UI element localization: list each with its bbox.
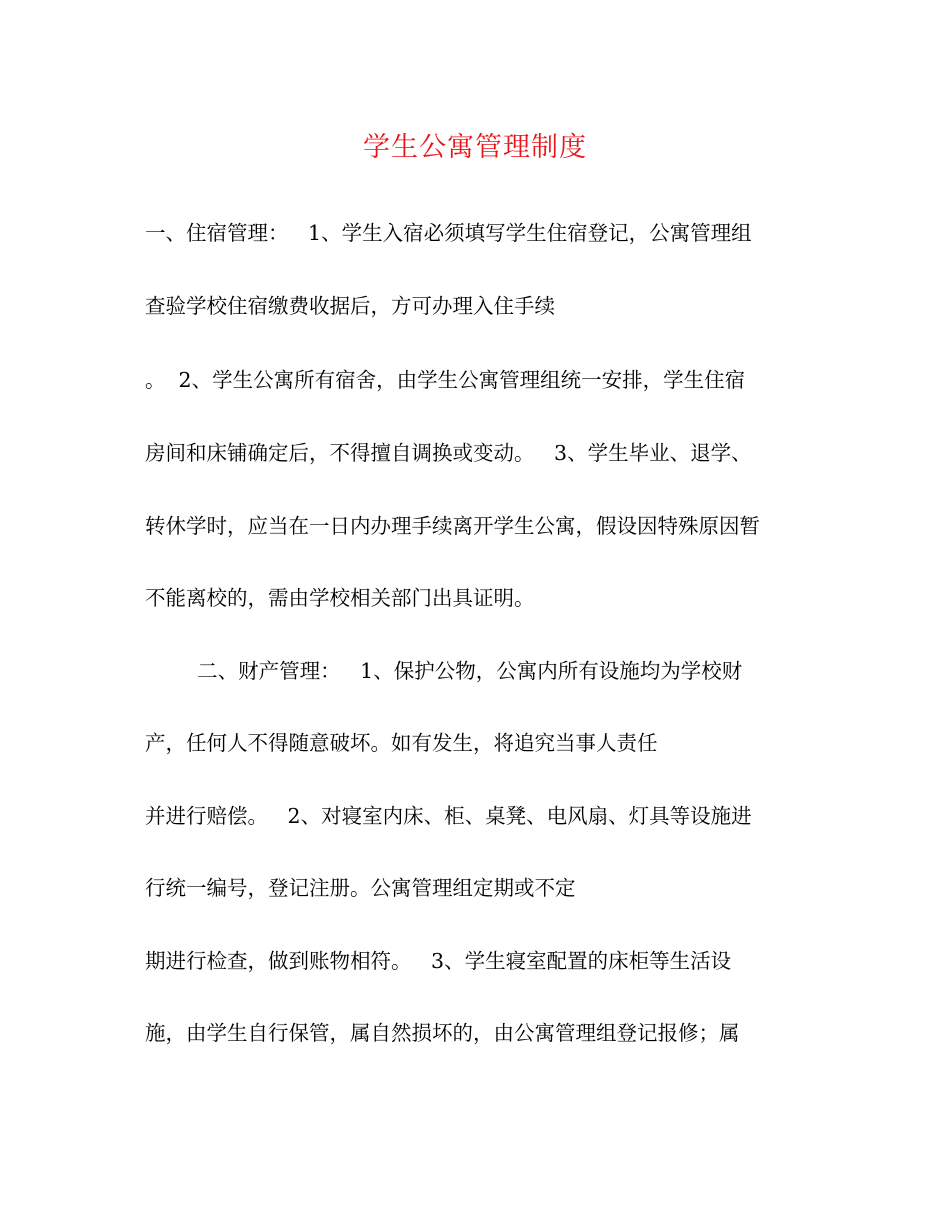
paragraph-line: 一、住宿管理： 1、学生入宿必须填写学生住宿登记，公寓管理组 (145, 221, 752, 245)
paragraph-line: 并进行赔偿。 2、对寝室内床、柜、桌凳、电风扇、灯具等设施进 (145, 804, 752, 828)
paragraph-line: 。 2、学生公寓所有宿舍，由学生公寓管理组统一安排，学生住宿 (145, 368, 746, 392)
paragraph-line: 查验学校住宿缴费收据后，方可办理入住手续 (145, 294, 555, 318)
paragraph-line: 二、财产管理： 1、保护公物，公寓内所有设施均为学校财 (145, 659, 743, 683)
document-title: 学生公寓管理制度 (363, 132, 587, 163)
paragraph-line: 行统一编号，登记注册。公寓管理组定期或不定 (145, 876, 576, 900)
paragraph-line: 期进行检查，做到账物相符。 3、学生寝室配置的床柜等生活设 (145, 949, 732, 973)
paragraph-line: 转休学时，应当在一日内办理手续离开学生公寓，假设因特殊原因暂 (145, 514, 760, 538)
paragraph-line: 不能离校的，需由学校相关部门出具证明。 (145, 586, 535, 610)
paragraph-line: 房间和床铺确定后，不得擅自调换或变动。 3、学生毕业、退学、 (145, 441, 752, 465)
paragraph-line: 施，由学生自行保管，属自然损坏的，由公寓管理组登记报修；属 (145, 1021, 740, 1045)
paragraph-line: 产，任何人不得随意破坏。如有发生，将追究当事人责任 (145, 731, 658, 755)
